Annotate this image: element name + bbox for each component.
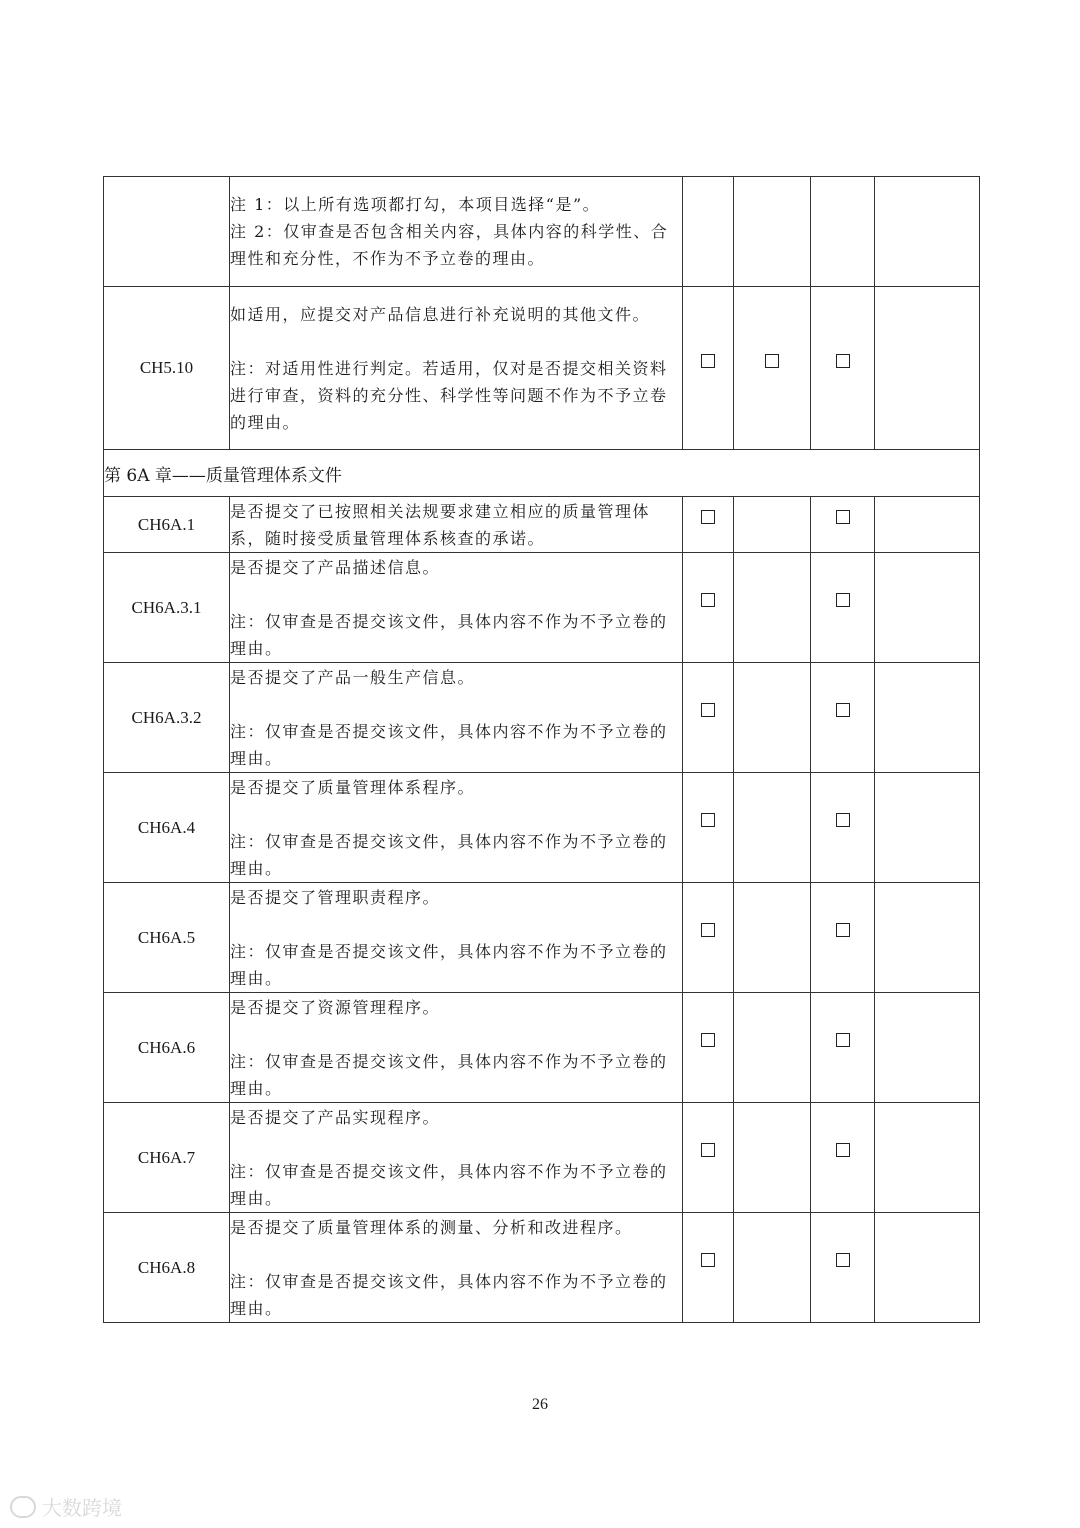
description-line: 是否提交了质量管理体系程序。 bbox=[230, 777, 476, 797]
checkbox-cell-1 bbox=[683, 1103, 734, 1213]
checkbox[interactable] bbox=[836, 1033, 850, 1047]
checkbox-cell-2 bbox=[734, 883, 811, 993]
item-code: CH6A.3.2 bbox=[104, 663, 230, 773]
description-line: 注：仅审查是否提交该文件，具体内容不作为不予立卷的理由。 bbox=[230, 1161, 668, 1208]
checkbox-cell-1 bbox=[683, 497, 734, 553]
item-description bbox=[230, 773, 683, 883]
remarks-cell bbox=[875, 773, 980, 883]
checkbox-cell-3 bbox=[811, 1213, 875, 1323]
item-description bbox=[230, 993, 683, 1103]
description-line: 注：仅审查是否提交该文件，具体内容不作为不予立卷的理由。 bbox=[230, 1271, 668, 1318]
remarks-cell bbox=[875, 883, 980, 993]
description-line: 注：仅审查是否提交该文件，具体内容不作为不予立卷的理由。 bbox=[230, 1051, 668, 1098]
checkbox[interactable] bbox=[701, 510, 715, 524]
description-line: 是否提交了产品一般生产信息。 bbox=[230, 667, 476, 687]
checkbox[interactable] bbox=[701, 593, 715, 607]
item-code: CH6A.3.1 bbox=[104, 553, 230, 663]
checkbox[interactable] bbox=[701, 1033, 715, 1047]
description-line: 注 1：以上所有选项都打勾，本项目选择“是”。 bbox=[230, 195, 601, 214]
checkbox-cell-2 bbox=[734, 663, 811, 773]
checkbox-cell-1 bbox=[683, 993, 734, 1103]
remarks-cell bbox=[875, 287, 980, 450]
description-line: 是否提交了质量管理体系的测量、分析和改进程序。 bbox=[230, 1217, 633, 1237]
table-row bbox=[104, 287, 980, 450]
description-line: 是否提交了已按照相关法规要求建立相应的质量管理体系，随时接受质量管理体系核查的承诺。 bbox=[230, 501, 651, 548]
checkbox-cell-2 bbox=[734, 287, 811, 450]
checkbox[interactable] bbox=[836, 1253, 850, 1267]
item-description bbox=[230, 883, 683, 993]
item-code: CH5.10 bbox=[104, 287, 230, 450]
checkbox-cell-1 bbox=[683, 1213, 734, 1323]
checkbox[interactable] bbox=[701, 923, 715, 937]
checkbox-cell-2 bbox=[734, 497, 811, 553]
watermark-text: 大数跨境 bbox=[42, 1496, 122, 1520]
item-description bbox=[230, 177, 683, 287]
checkbox-cell-3 bbox=[811, 287, 875, 450]
table-row bbox=[104, 663, 980, 773]
checkbox-cell-3 bbox=[811, 1103, 875, 1213]
description-line: 注：对适用性进行判定。若适用，仅对是否提交相关资料进行审查，资料的充分性、科学性等问题不作为不予立卷的理由。 bbox=[230, 358, 668, 432]
checkbox[interactable] bbox=[701, 1143, 715, 1157]
table-row bbox=[104, 1213, 980, 1323]
chapter-header-row bbox=[104, 450, 980, 497]
checkbox-cell-3 bbox=[811, 883, 875, 993]
checkbox-cell-3 bbox=[811, 993, 875, 1103]
remarks-cell bbox=[875, 1103, 980, 1213]
checkbox-cell-2 bbox=[734, 553, 811, 663]
item-code bbox=[104, 177, 230, 287]
item-description bbox=[230, 1213, 683, 1323]
checkbox-cell-1 bbox=[683, 287, 734, 450]
description-line: 如适用，应提交对产品信息进行补充说明的其他文件。 bbox=[230, 304, 651, 324]
item-code: CH6A.5 bbox=[104, 883, 230, 993]
checkbox[interactable] bbox=[765, 354, 779, 368]
item-description bbox=[230, 1103, 683, 1213]
checkbox[interactable] bbox=[836, 354, 850, 368]
table-row bbox=[104, 553, 980, 663]
table-row bbox=[104, 773, 980, 883]
item-code: CH6A.8 bbox=[104, 1213, 230, 1323]
checkbox-cell-2 bbox=[734, 993, 811, 1103]
remarks-cell bbox=[875, 993, 980, 1103]
checkbox-cell-1 bbox=[683, 773, 734, 883]
table-row bbox=[104, 883, 980, 993]
checkbox-cell-2 bbox=[734, 1213, 811, 1323]
description-line: 注：仅审查是否提交该文件，具体内容不作为不予立卷的理由。 bbox=[230, 831, 668, 878]
description-line: 是否提交了资源管理程序。 bbox=[230, 997, 441, 1017]
checkbox[interactable] bbox=[701, 703, 715, 717]
description-line: 注：仅审查是否提交该文件，具体内容不作为不予立卷的理由。 bbox=[230, 721, 668, 768]
review-checklist-table bbox=[103, 176, 980, 1323]
description-line: 是否提交了产品实现程序。 bbox=[230, 1107, 441, 1127]
checkbox[interactable] bbox=[701, 813, 715, 827]
page-number: 26 bbox=[532, 1396, 548, 1413]
checkbox-cell-3 bbox=[811, 663, 875, 773]
description-line: 注 2：仅审查是否包含相关内容，具体内容的科学性、合理性和充分性，不作为不予立卷的理由。 bbox=[230, 222, 669, 268]
checkbox-cell-3 bbox=[811, 177, 875, 287]
description-line: 是否提交了管理职责程序。 bbox=[230, 887, 441, 907]
description-line: 注：仅审查是否提交该文件，具体内容不作为不予立卷的理由。 bbox=[230, 941, 668, 988]
remarks-cell bbox=[875, 177, 980, 287]
item-code: CH6A.7 bbox=[104, 1103, 230, 1213]
checkbox[interactable] bbox=[836, 923, 850, 937]
checkbox[interactable] bbox=[701, 1253, 715, 1267]
checkbox-cell-3 bbox=[811, 773, 875, 883]
table-row bbox=[104, 497, 980, 553]
checkbox-cell-3 bbox=[811, 497, 875, 553]
table-row bbox=[104, 993, 980, 1103]
checkbox[interactable] bbox=[836, 1143, 850, 1157]
item-code: CH6A.4 bbox=[104, 773, 230, 883]
table-row bbox=[104, 177, 980, 287]
checkbox[interactable] bbox=[836, 703, 850, 717]
remarks-cell bbox=[875, 553, 980, 663]
checkbox-cell-2 bbox=[734, 177, 811, 287]
item-description bbox=[230, 287, 683, 450]
checkbox-cell-3 bbox=[811, 553, 875, 663]
item-description bbox=[230, 663, 683, 773]
chapter-title: 第 6A 章——质量管理体系文件 bbox=[104, 450, 980, 497]
item-description bbox=[230, 497, 683, 553]
brand-logo-icon bbox=[10, 1496, 36, 1518]
remarks-cell bbox=[875, 1213, 980, 1323]
checkbox[interactable] bbox=[836, 813, 850, 827]
item-description bbox=[230, 553, 683, 663]
checkbox-cell-2 bbox=[734, 1103, 811, 1213]
checkbox-cell-2 bbox=[734, 773, 811, 883]
description-line: 注：仅审查是否提交该文件，具体内容不作为不予立卷的理由。 bbox=[230, 611, 668, 658]
checkbox-cell-1 bbox=[683, 177, 734, 287]
checkbox-cell-1 bbox=[683, 553, 734, 663]
remarks-cell bbox=[875, 497, 980, 553]
checkbox[interactable] bbox=[836, 593, 850, 607]
checkbox[interactable] bbox=[836, 510, 850, 524]
checkbox-cell-1 bbox=[683, 663, 734, 773]
checkbox-cell-1 bbox=[683, 883, 734, 993]
watermark bbox=[10, 1492, 122, 1521]
checkbox[interactable] bbox=[701, 354, 715, 368]
item-code: CH6A.6 bbox=[104, 993, 230, 1103]
description-line: 是否提交了产品描述信息。 bbox=[230, 557, 441, 577]
remarks-cell bbox=[875, 663, 980, 773]
table-row bbox=[104, 1103, 980, 1213]
item-code: CH6A.1 bbox=[104, 497, 230, 553]
